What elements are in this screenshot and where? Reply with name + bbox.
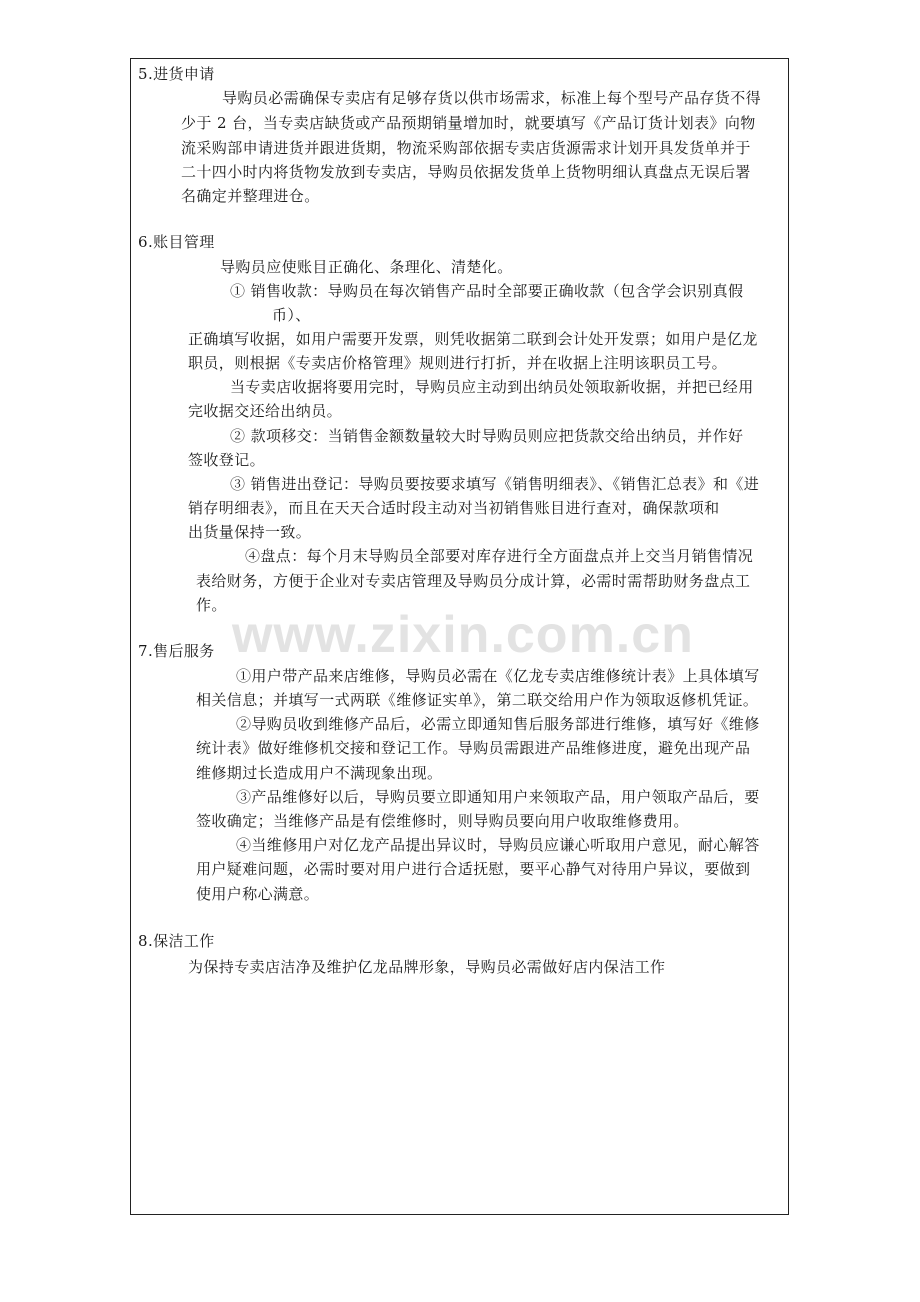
section-7-line: ③产品维修好以后，导购员要立即通知用户来领取产品，用户领取产品后，要 (236, 788, 760, 806)
section-6-line: ③ 销售进出登记：导购员要按要求填写《销售明细表》、《销售汇总表》和《进 (230, 475, 760, 493)
section-6-heading: 6.账目管理 (138, 233, 215, 251)
section-7-line: 相关信息；并填写一式两联《维修证实单》，第二联交给用户作为领取返修机凭证。 (196, 691, 759, 709)
section-7-line: ①用户带产品来店维修，导购员必需在《亿龙专卖店维修统计表》上具体填写 (236, 667, 760, 685)
section-5-line: 少于 2 台，当专卖店缺货或产品预期销量增加时，就要填写《产品订货计划表》向物 (181, 114, 756, 132)
section-7-line: ②导购员收到维修产品后，必需立即通知售后服务部进行维修，填写好《维修 (236, 715, 760, 733)
section-6-line: 出货量保持一致。 (188, 523, 312, 541)
section-5-line: 二十四小时内将货物发放到专卖店，导购员依据发货单上货物明细认真盘点无误后署 (181, 163, 751, 181)
section-5-heading: 5.进货申请 (138, 65, 215, 83)
section-5-line: 名确定并整理进仓。 (181, 187, 320, 205)
section-7-line: 签收确定；当维修产品是有偿维修时，则导购员要向用户收取维修费用。 (196, 812, 689, 830)
watermark: www.zixin.com.cn (232, 606, 694, 664)
section-5-line: 流采购部申请进货并跟进货期，物流采购部依据专卖店货源需求计划开具发货单并于 (181, 139, 751, 157)
section-6-line: 签收登记。 (188, 451, 266, 469)
section-6-line: 当专卖店收据将要用完时，导购员应主动到出纳员处领取新收据，并把已经用 (230, 378, 754, 396)
section-6-line: 职员，则根据《专卖店价格管理》规则进行打折，并在收据上注明该职员工号。 (188, 354, 728, 372)
section-7-heading: 7.售后服务 (138, 642, 215, 660)
section-7-line: 使用户称心满意。 (196, 885, 320, 903)
section-6-line: ② 款项移交：当销售金额数量较大时导购员则应把货款交给出纳员，并作好 (230, 427, 744, 445)
section-7-line: 用户疑难问题，必需时要对用户进行合适抚慰，要平心静气对待用户异议，要做到 (196, 860, 751, 878)
section-6-line: ① 销售收款：导购员在每次销售产品时全部要正确收款（包含学会识别真假 (230, 282, 744, 300)
section-6-line: 币）、 (272, 306, 311, 324)
section-7-line: ④当维修用户对亿龙产品提出异议时，导购员应谦心听取用户意见，耐心解答 (236, 836, 760, 854)
section-5-line: 导购员必需确保专卖店有足够存货以供市场需求，标准上每个型号产品存货不得 (222, 89, 762, 107)
section-7-line: 维修期过长造成用户不满现象出现。 (196, 764, 443, 782)
section-6-line: 作。 (196, 596, 227, 614)
section-6-line: 表给财务，方便于企业对专卖店管理及导购员分成计算，必需时需帮助财务盘点工 (196, 572, 751, 590)
section-6-line: 导购员应使账目正确化、条理化、清楚化。 (220, 258, 513, 276)
section-6-line: 正确填写收据，如用户需要开发票，则凭收据第二联到会计处开发票；如用户是亿龙 (188, 330, 758, 348)
section-8-heading: 8.保洁工作 (138, 932, 215, 950)
section-6-line: 销存明细表》，而且在天天合适时段主动对当初销售账目进行查对，确保款项和 (188, 499, 720, 517)
section-6-line: 完收据交还给出纳员。 (188, 402, 343, 420)
section-6-line: ④盘点：每个月末导购员全部要对库存进行全方面盘点并上交当月销售情况 (245, 547, 754, 565)
section-8-line: 为保持专卖店洁净及维护亿龙品牌形象，导购员必需做好店内保洁工作 (188, 958, 666, 976)
section-7-line: 统计表》做好维修机交接和登记工作。导购员需跟进产品维修进度，避免出现产品 (196, 739, 751, 757)
